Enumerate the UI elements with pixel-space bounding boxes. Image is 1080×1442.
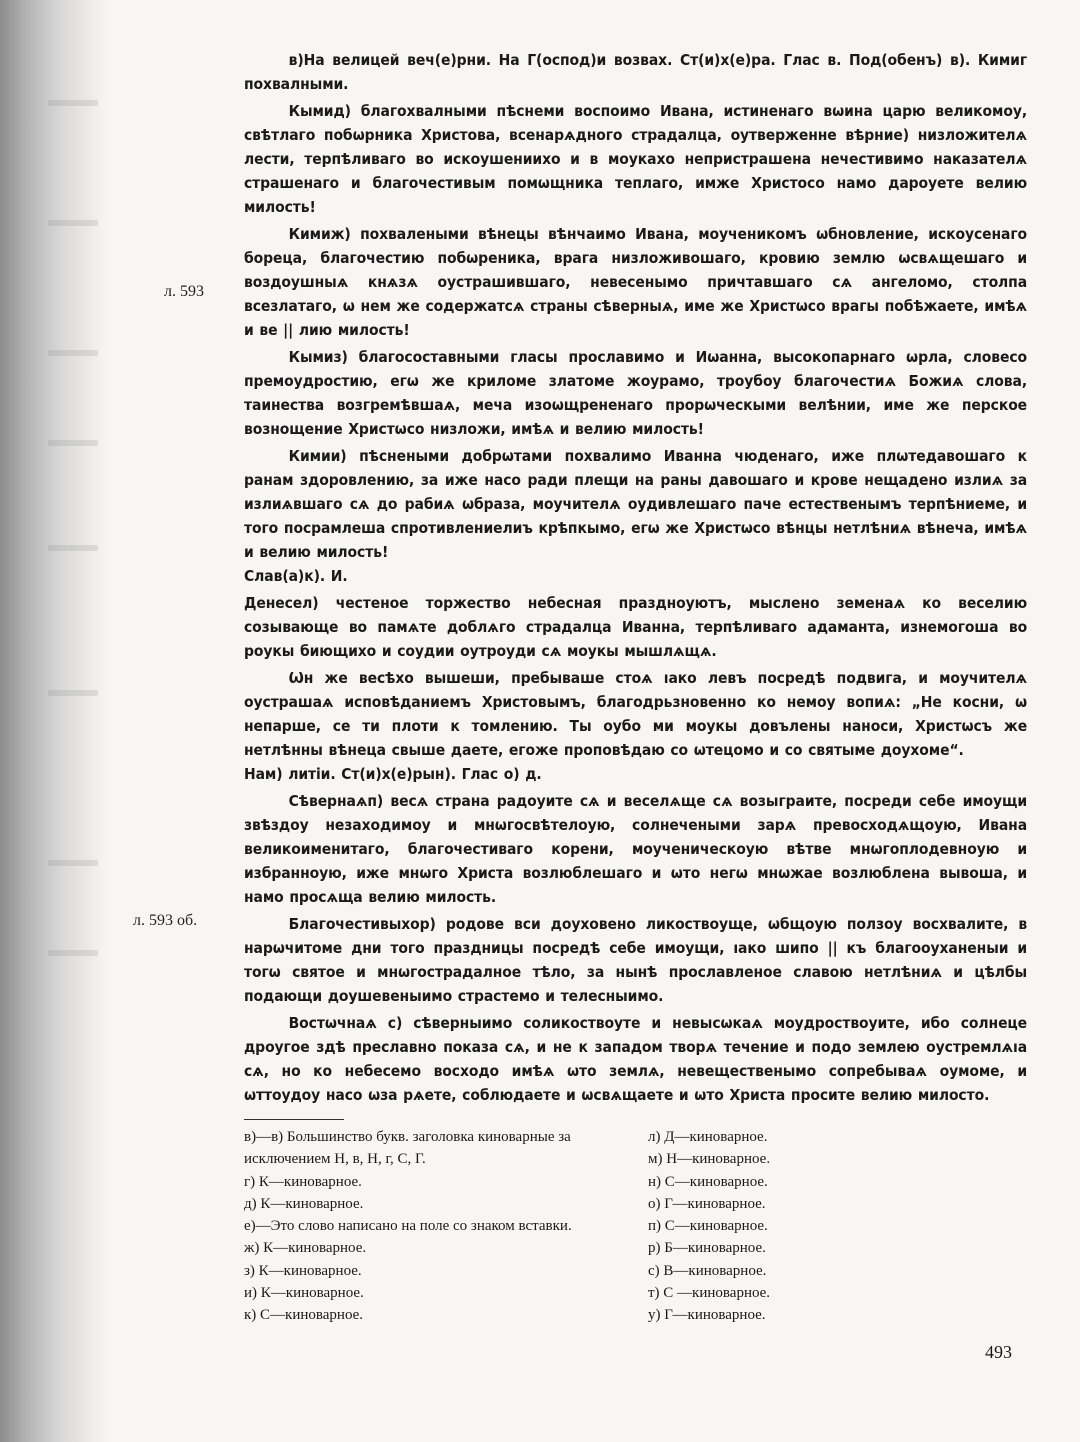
folio-note: л. 593 bbox=[164, 283, 204, 300]
footnote: в)—в) Большинство букв. заголовка киноварные за исключением Н, в, Н, г, С, Г. bbox=[244, 1129, 571, 1168]
text-paragraph: Кимиж) похвалеными вѣнецы вѣнчаимо Ивана, моученикомъ ѡбновление, искоусенаго бореца, благочестию побѡреника, врага низложивошаго, кровию землю ѡсвѧщешаго и воздоушныѧ кнѧзѧ оустрашившаго, невесенымо причтавшаго сѧ ангеломо, столпа всезлатаго, ѡ нем же содержатсѧ страны сѣверныѧ, име же Христѡсо врагы побѣжаете, имѣѧ и ве || лию милость! bbox=[244, 225, 1028, 339]
footnote: е)—Это слово написано на поле со знаком вставки. bbox=[244, 1218, 572, 1235]
bleed-through-mark bbox=[48, 690, 98, 696]
text-paragraph: Кымиз) благосоставными гласы прославимо и Иѡанна, высокопарнаго ѡрла, словесо премоудростию, егѡ же криломе златоме жоурамо, троубоу благочестиѧ Божиѧ слова, таинества возгремѣвшаѧ, меча изоѡщрененаго прорѡческыми велѣнии, име же перское вознощение Христѡсо низложи, имѣѧ и велию милость! bbox=[244, 348, 1028, 438]
bleed-through-mark bbox=[48, 350, 98, 356]
footnote: л) Д—киноварное. bbox=[648, 1129, 768, 1145]
footnote: ж) К—киноварное. bbox=[244, 1240, 367, 1257]
footnote: п) С—киноварное. bbox=[648, 1218, 768, 1235]
footnote: д) К—киноварное. bbox=[244, 1195, 364, 1212]
folio-note: л. 593 об. bbox=[133, 912, 198, 929]
bleed-through-mark bbox=[48, 545, 98, 551]
footnote: н) С—киноварное. bbox=[648, 1173, 768, 1190]
book-gutter-shadow bbox=[0, 0, 105, 1442]
page-number: 493 bbox=[985, 1342, 1012, 1362]
bleed-through-mark bbox=[48, 950, 98, 956]
footnotes bbox=[244, 1126, 1026, 1327]
footnote-rule bbox=[244, 1119, 344, 1120]
text-paragraph: Кымид) благохвалными пѣснеми воспоимо Ивана, истиненаго вѡина царю великомоу, свѣтлаго побѡрника Христова, всенарѧдного страдалца, оутверженне вѣрние) низложителѧ лести, терпѣливаго во искоушенииxо и в моукахо непристрашена нечестивимо наказателѧ страшенаго и благочестивым помѡщника теплаго, имже Христосо намо дароуете велию милость! bbox=[244, 102, 1028, 216]
bleed-through-mark bbox=[48, 860, 98, 866]
text-paragraph: Сѣвернаѧп) весѧ страна радоуите сѧ и веселѧще сѧ возыграите, посреди себе имоущи звѣздоу незаходимоу и мнѡгосвѣтелоую, солнечеными зарѧ превосходѧщоую, Ивана великоименитаго, благочестиваго корени, моученическоую вѣтве мнѡгоплодевноую и избранноую, иже мнѡго Христа возлюблешаго и ѡто негѡ мнѡжае возлюблена вывоша, и намо просѧща велию милость. bbox=[244, 792, 1028, 906]
text-paragraph: Благочестивыхор) родове вси доуховено ликоствоуще, ѡбщоую ползоу восхвалите, в нарѡчитоме дни того праздницы посредѣ себе имоущи, ıако шипо || къ благооуханеныи и тогѡ святое и мнѡгострадалное тѣло, за нынѣ прославленое славою нетлѣниѧ и цѣлбы подающи доушевеныимо страстемо и телесныимо. bbox=[244, 915, 1028, 1005]
footnote: и) К—киноварное. bbox=[244, 1285, 364, 1302]
footnote: т) С —киноварное. bbox=[648, 1285, 771, 1302]
bleed-through-mark bbox=[48, 100, 98, 106]
bleed-through-mark bbox=[48, 440, 98, 446]
footnote: г) К—киноварное. bbox=[244, 1173, 362, 1190]
text-paragraph: Кимии) пѣснеными добрѡтами похвалимо Иванна чюденаго, иже плѡтедавошаго к ранам здоровлению, за иже насо ради плещи на раны давошаго и крове нещадено излиѧ за излиѧвшаго сѧ до рабиѧ ѡбраза, моучителѧ оудивлешаго паче естественымъ терпѣниеме, и того посрамлеша спротивлениелиъ крѣпкымо, егѡ же Христѡсо вѣнцы нетлѣниѧ вѣнеча, имѣѧ и велию милость! bbox=[244, 447, 1028, 561]
bleed-through-mark bbox=[48, 220, 98, 226]
footnote: о) Г—киноварное. bbox=[648, 1195, 766, 1212]
footnote: м) Н—киноварное. bbox=[648, 1151, 771, 1168]
page-body bbox=[244, 48, 1026, 1327]
footnote: к) С—киноварное. bbox=[244, 1307, 364, 1324]
footnote: р) Б—киноварное. bbox=[648, 1240, 766, 1257]
footnote: у) Г—киноварное. bbox=[648, 1307, 766, 1324]
footnote: с) В—киноварное. bbox=[648, 1262, 767, 1279]
footnotes-left-column bbox=[244, 1126, 624, 1327]
footnotes-right-column bbox=[648, 1126, 948, 1327]
text-paragraph: Ѡн же весѣхо вышеши, пребываше стоѧ ıако левъ посредѣ подвига, и моучителѧ оустрашаѧ исповѣданиемъ Христовымъ, благодрьзновенно ко немоу вопиѧ: „Не косни, ѡ непарше, се ти плоти к томлению. Ты оубо ми моукы довълены наноси, Христѡсъ же нетлѣнны вѣнеца свыше даете, егоже проповѣдаю со ѡтецомо и со святыме доухоме“. bbox=[244, 669, 1028, 759]
section-marker: Слав(а)к). И. bbox=[244, 567, 348, 585]
footnote: з) К—киноварное. bbox=[244, 1262, 362, 1279]
text-paragraph: Востѡчнаѧ с) сѣверныимо соликоствоуте и невысѡкаѧ моудроствоуите, ибо солнеце дроугое здѣ преславно показа сѧ, и не к западом творѧ течение и подо землею оустремлѧıа сѧ, но ко небесемо восходо имѣѧ ѡто землѧ, невещественымо сопребываѧ оумоме, и ѡттоудоу насо ѡза рѧете, соблюдаете и ѡсвѧщаете и ѡто Христа просите велию милосто. bbox=[244, 1014, 1028, 1104]
heading-paragraph: в)На велицей веч(е)рни. На Г(оспод)и возвах. Ст(и)х(е)ра. Глас в. Под(обенъ) в). Кимиг похвалными. bbox=[244, 51, 1028, 93]
text-paragraph: Денесел) честеное торжество небесная праздноуютъ, мысленo земенаѧ ко веселию созывающе во памѧте доблѧго страдалца Иванна, терпѣливаго адаманта, изнемогоша во роукы биющихо и соудии оутроуди сѧ моукы мышлѧщѧ. bbox=[244, 594, 1028, 660]
section-marker: Нам) литіи. Ст(и)х(е)рын). Глас о) д. bbox=[244, 765, 542, 783]
